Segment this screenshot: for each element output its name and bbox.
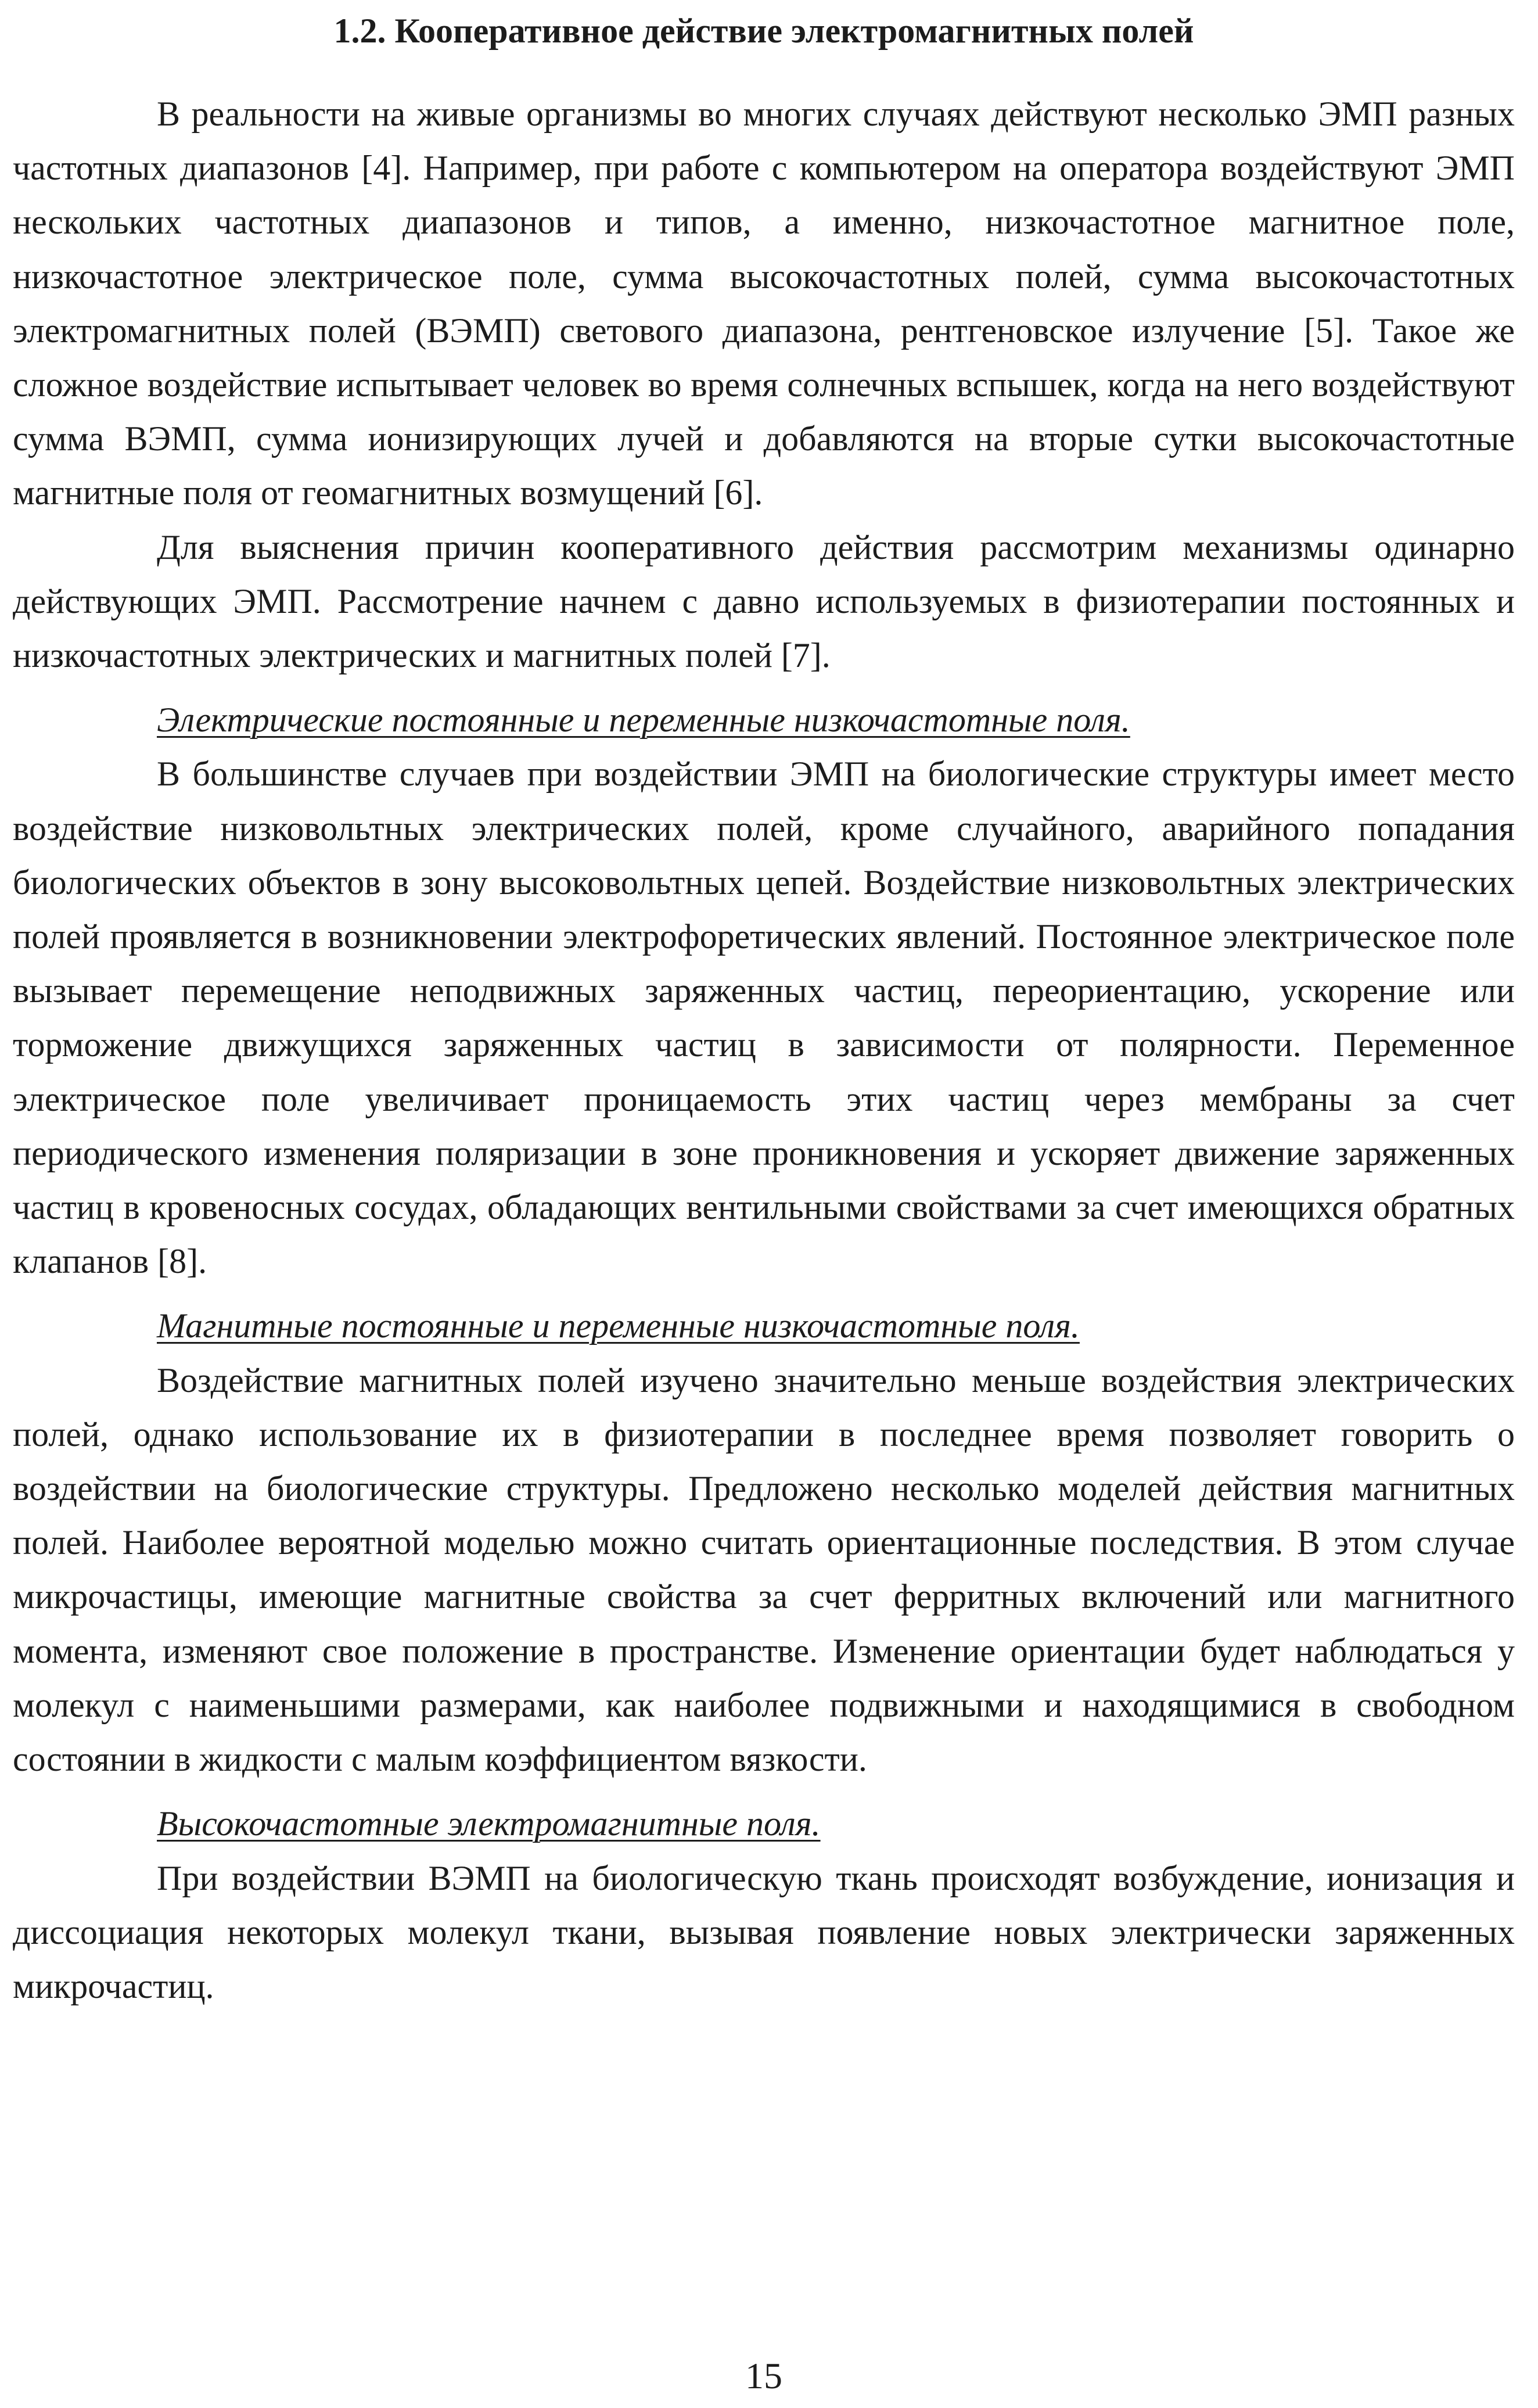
page-number: 15 [745, 2355, 782, 2396]
subsection-text-electric: В большинстве случаев при воздействии ЭМП на биологические структуры имеет место воздействие низковольтных электрических полей, кроме случайного, аварийного попадания биологических объектов в зону высоковольтных цепей. Воздействие низковольтных электрических полей проявляется в возникновении электрофоретических явлений. Постоянное электрическое поле вызывает перемещение неподвижных заряженных частиц, переориентацию, ускорение или торможение движущихся заряженных частиц в зависимости от полярности. Переменное электрическое поле увеличивает проницаемость этих частиц через мембраны за счет периодического изменения поляризации в зоне проникновения и ускоряет движение заряженных частиц в кровеносных сосудах, обладающих вентильными свойствами за счет имеющихся обратных клапанов [8]. [13, 755, 1515, 1281]
intro-paragraph-1: В реальности на живые организмы во многих случаях действуют несколько ЭМП разных частотных диапазонов [4]. Например, при работе с компьютером на оператора воздействуют ЭМП нескольких частотных диапазонов и типов, а именно, низкочастотное магнитное поле, низкочастотное электрическое поле, сумма высокочастотных полей, сумма высокочастотных электромагнитных полей (ВЭМП) светового диапазона, рентгеновское излучение [5]. Такое же сложное воздействие испытывает человек во время солнечных вспышек, когда на него воздействуют сумма ВЭМП, сумма ионизирующих лучей и добавляются на вторые сутки высокочастотные магнитные поля от геомагнитных возмущений [6]. [13, 95, 1515, 512]
subsection-heading-high-frequency: Высокочастотные электромагнитные поля. [157, 1804, 821, 1843]
section-title: 1.2. Кооперативное действие электромагнитных полей [333, 12, 1194, 50]
subsection-heading-magnetic: Магнитные постоянные и переменные низкочастотные поля. [157, 1307, 1080, 1345]
subsection-text-magnetic: Воздействие магнитных полей изучено значительно меньше воздействия электрических полей, однако использование их в физиотерапии в последнее время позволяет говорить о воздействии на биологические структуры. Предложено несколько моделей действия магнитных полей. Наиболее вероятной моделью можно считать ориентационные последствия. В этом случае микрочастицы, имеющие магнитные свойства за счет ферритных включений или магнитного момента, изменяют свое положение в пространстве. Изменение ориентации будет наблюдаться у молекул с наименьшими размерами, как наиболее подвижными и находящимися в свободном состоянии в жидкости с малым коэффициентом вязкости. [13, 1361, 1515, 1779]
subsection-heading-electric: Электрические постоянные и переменные низкочастотные поля. [157, 701, 1130, 740]
document-body [13, 87, 1515, 2014]
document-page [13, 0, 1515, 2408]
intro-paragraph-2: Для выяснения причин кооперативного действия рассмотрим механизмы одинарно действующих ЭМП. Рассмотрение начнем с давно используемых в физиотерапии постоянных и низкочастотных электрических и магнитных полей [7]. [13, 527, 1515, 675]
subsection-text-high-frequency: При воздействии ВЭМП на биологическую ткань происходят возбуждение, ионизация и диссоциация некоторых молекул ткани, вызывая появление новых электрически заряженных микрочастиц. [13, 1858, 1515, 2005]
